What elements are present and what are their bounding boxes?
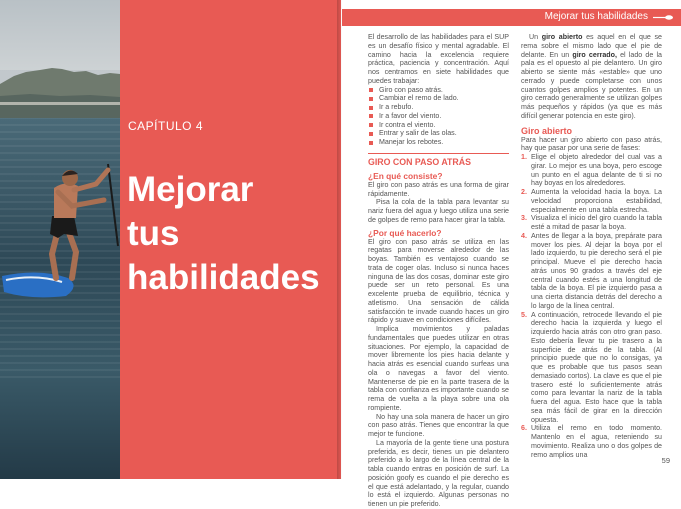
- step-item: [521, 311, 662, 425]
- step-number: 1.: [521, 153, 527, 161]
- running-header: [342, 9, 681, 26]
- skills-list-item: Manejar los rebotes.: [368, 138, 509, 147]
- chapter-title-line: habilidades: [127, 258, 320, 297]
- step-number: 6.: [521, 424, 527, 433]
- skills-list: [368, 86, 509, 147]
- photo-hills: [0, 62, 120, 122]
- skills-list-item: Entrar y salir de las olas.: [368, 129, 509, 138]
- step-item: [521, 424, 662, 459]
- steps-list: [521, 153, 662, 459]
- page-gutter: [337, 0, 342, 479]
- step-text: A continuación, retrocede llevando el pie derecho hacia la izquierda y luego el izquierdo hacia atrás con otro gran paso. Esto debería llevar tu pie trasero a la superficie de atrás de la tabla. (Al principio puede que no lo consigas, ya que es probable que tus pasos sean demasiado cortos). La clave es que el pie trasero esté lo suficientemente atrás como para levantar la nariz de la tabla fuera del agua. Esto hace que la tabla sea más fácil de girar en la dirección opuesta.: [531, 310, 662, 424]
- turn-types-paragraph: [521, 33, 662, 121]
- body-paragraph: El giro con paso atrás es una forma de girar rápidamente.: [368, 180, 509, 198]
- step-text: Antes de llegar a la boya, prepárate para mover los pies. Al dejar la boya por el lado izquierdo, tu pie derecho será el pie principal. Mueve el pie derecho hacia atrás unos 90 grados a través del eje central cuando estés a una longitud de tabla de la boya. El pie izquierdo pasa a una cierta distancia detrás del derecho a lo largo de la línea central.: [531, 231, 662, 310]
- paddler-figure: [0, 150, 120, 320]
- photo-sky: [0, 0, 120, 70]
- term-open-turn: giro abierto: [541, 33, 583, 41]
- text-run: es aquel en el que se rema sobre el mismo lado que el pie de delante. En un: [521, 33, 662, 59]
- step-text: Elige el objeto alrededor del cual vas a girar. Lo mejor es una boya, pero escoge un punto en el agua delante de ti si no hay boyas en los alrededores.: [531, 153, 662, 188]
- page-number: 59: [661, 456, 670, 465]
- skills-list-item: Ir a favor del viento.: [368, 112, 509, 121]
- body-paragraph: Pisa la cola de la tabla para levantar su nariz fuera del agua y luego utiliza una serie de golpes de remo para hacer girar la tabla.: [368, 198, 509, 224]
- step-text: Utiliza el remo en todo momento. Mantenlo en el agua, reteniendo su movimiento. Realiza uno o dos golpes de remo amplios una: [531, 424, 662, 459]
- body-paragraph: No hay una sola manera de hacer un giro con paso atrás. Tienes que encontrar la que mejor te funcione.: [368, 412, 509, 438]
- body-paragraph: El giro con paso atrás se utiliza en las regatas para moverse alrededor de las boyas. También es ventajoso cuando se trata de coger olas. Incluso si nunca haces ninguna de las dos cosas, dominar este giro puede ser un reto personal. Es una excelente prueba de equilibrio, técnica y atletismo. Una sensación de cálida satisfacción te invade cuando haces un giro rápido y suave en condiciones difíciles.: [368, 237, 509, 325]
- skills-list-item: Ir contra el viento.: [368, 121, 509, 130]
- step-number: 4.: [521, 231, 527, 240]
- paddle-icon: [653, 15, 673, 20]
- chapter-title-line: tus: [127, 214, 180, 253]
- section-heading: GIRO CON PASO ATRÁS: [368, 153, 509, 168]
- sup-photo: [0, 0, 120, 479]
- subheading-open-turn: Giro abierto: [521, 125, 573, 136]
- text-column-right: [521, 33, 662, 459]
- text-run: Un: [529, 33, 542, 41]
- body-paragraph: La mayoría de la gente tiene una postura preferida, es decir, tienes un pie delantero preferido a lo largo de la línea central de la tabla cuando entras en posición de surf. La posición goofy es cuando el pie derecho es el que está adelantado, y la regular, cuando lo está el izquierdo. Algunas personas no tienen un pie preferido.: [368, 438, 509, 508]
- skills-list-item: Cambiar el remo de lado.: [368, 94, 509, 103]
- step-item: [521, 188, 662, 214]
- body-paragraph: Implica movimientos y paladas fundamentales que puedes utilizar en otras situaciones. Por ejemplo, la capacidad de mover libremente los pies hacia delante y hacia atrás es esencial cuando surfeas una ola o navegas a favor del viento. Mantenerse de pie en la parte trasera de la tabla con confianza es importante cuando se rema de vuelta a la playa sobre una ola rompiente.: [368, 325, 509, 412]
- steps-intro: Para hacer un giro abierto con paso atrás, hay que pasar por una serie de fases:: [521, 135, 662, 153]
- text-run: el lado de la pala es el opuesto al pie delantero. Un giro abierto se siente más «estable» que uno cerrado y puede completarse con unos cuantos golpes amplios y potentes. En un giro cerrado generalmente se utilizan golpes más pequeños y rápidos (ya que es más difícil generar potencia en este giro).: [521, 50, 662, 120]
- step-number: 5.: [521, 310, 527, 319]
- chapter-label: CAPÍTULO 4: [128, 119, 204, 133]
- question-heading: ¿Por qué hacerlo?: [368, 227, 442, 238]
- step-text: Aumenta la velocidad hacia la boya. La velocidad proporciona estabilidad, especialmente en una tabla estrecha.: [531, 188, 662, 214]
- intro-paragraph: El desarrollo de las habilidades para el SUP es un desafío físico y mental agradable. El camino hacia la excelencia requiere práctica, paciencia y concentración. Aquí nos centramos en siete habilidades que puedes trabajar:: [368, 33, 509, 85]
- skills-list-item: Giro con paso atrás.: [368, 86, 509, 95]
- text-column-left: [368, 33, 509, 509]
- term-closed-turn: giro cerrado,: [572, 50, 617, 59]
- step-item: [521, 214, 662, 232]
- step-text: Visualiza el inicio del giro cuando la tabla esté a mitad de pasar la boya.: [531, 214, 662, 231]
- step-item: [521, 232, 662, 311]
- step-item: [521, 153, 662, 188]
- question-heading: ¿En qué consiste?: [368, 170, 443, 181]
- chapter-title: [127, 168, 320, 300]
- step-number: 3.: [521, 214, 527, 223]
- skills-list-item: Ir a rebufo.: [368, 103, 509, 112]
- running-header-title: Mejorar tus habilidades: [544, 11, 648, 22]
- chapter-title-line: Mejorar: [127, 170, 254, 209]
- step-number: 2.: [521, 188, 527, 196]
